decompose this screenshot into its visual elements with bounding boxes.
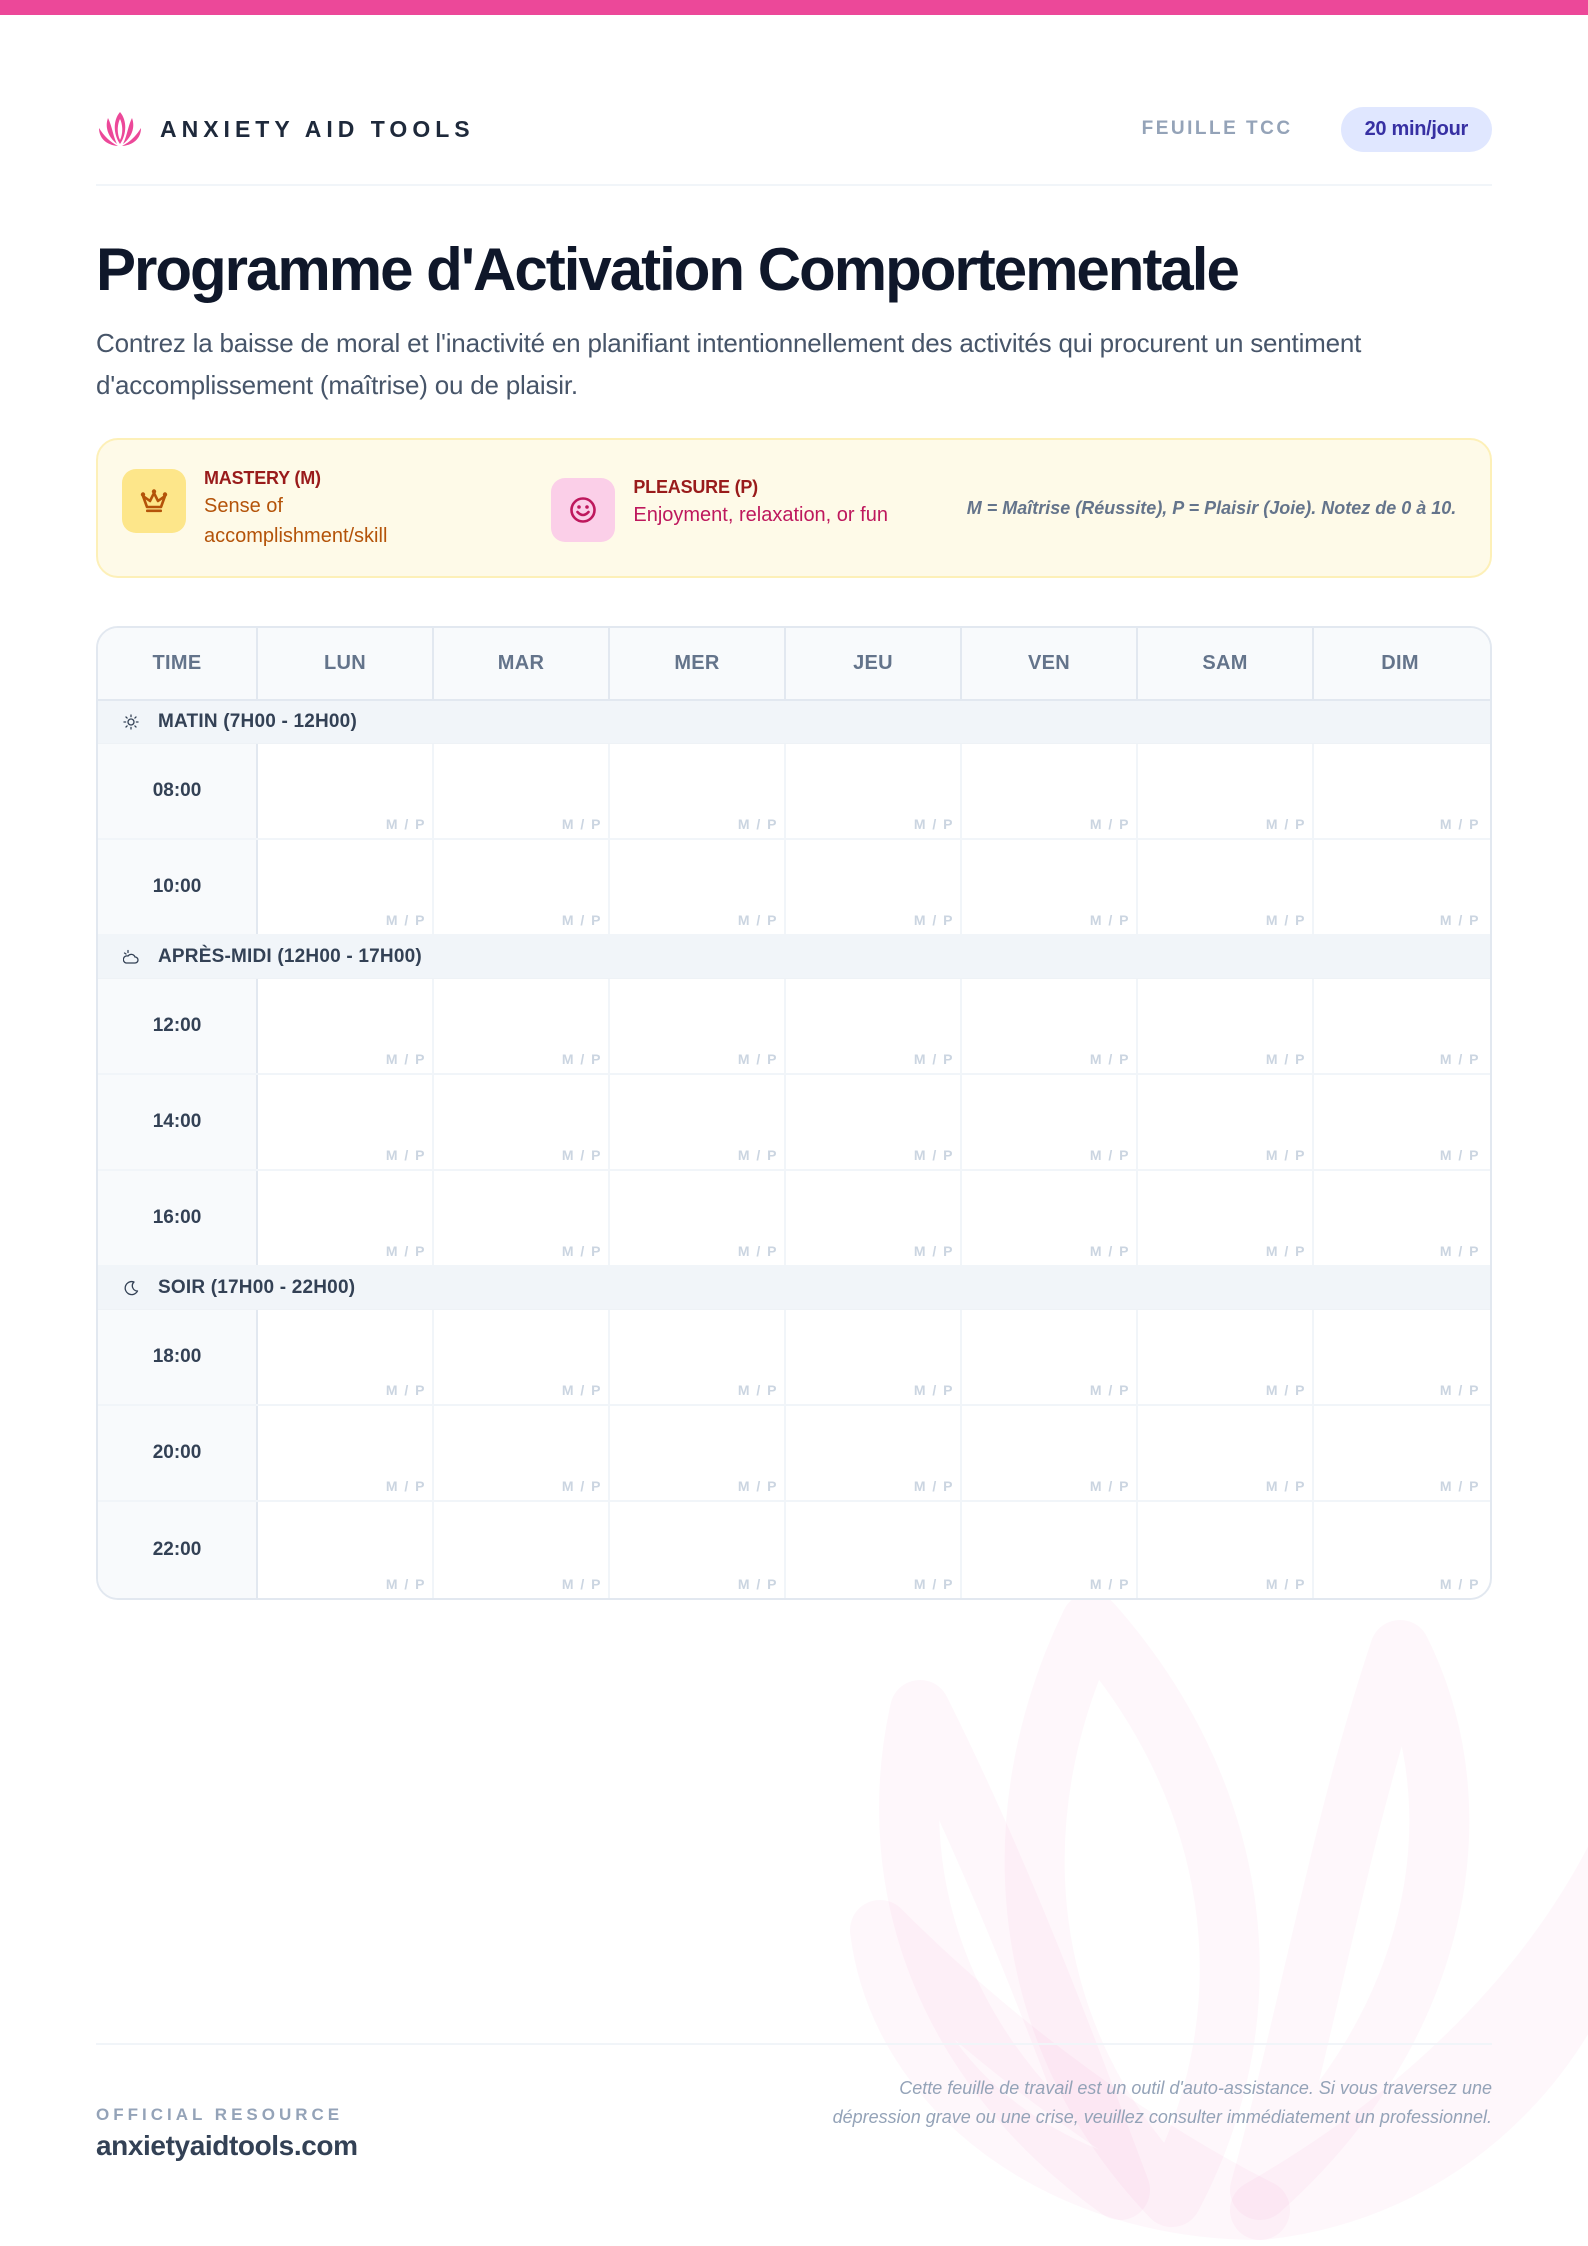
activity-cell-dim[interactable] [1314,1310,1486,1404]
table-row [98,1310,1490,1406]
activity-cell-mer[interactable] [610,1171,786,1265]
activity-cell-lun[interactable] [258,840,434,934]
table-row [98,979,1490,1075]
mastery-description: Sense of accomplishment/skill [204,495,388,547]
worksheet-page [96,0,1492,2246]
activity-cell-mer[interactable] [610,979,786,1073]
time-slot-label: 20:00 [98,1406,258,1500]
mastery-pleasure-hint: M / P [385,1051,426,1067]
cloud-sun-icon [122,948,140,966]
mastery-pleasure-hint: M / P [737,912,778,928]
time-slot-label: 12:00 [98,979,258,1073]
footer-source [96,2104,358,2166]
time-slot-label: 22:00 [98,1502,258,1598]
mastery-pleasure-hint: M / P [1265,1051,1306,1067]
activity-cell-dim[interactable] [1314,1075,1486,1169]
section-header [98,1267,1490,1310]
mastery-pleasure-hint: M / P [737,1147,778,1163]
time-slot-label: 08:00 [98,744,258,838]
activity-cell-mar[interactable] [434,1075,610,1169]
mastery-pleasure-hint: M / P [913,816,954,832]
mastery-pleasure-hint: M / P [913,1147,954,1163]
mastery-pleasure-hint: M / P [561,1243,602,1259]
table-body [98,701,1490,1598]
activity-cell-ven[interactable] [962,1171,1138,1265]
column-header-mar: MAR [434,628,610,699]
mastery-pleasure-hint: M / P [561,1576,602,1592]
activity-cell-mer[interactable] [610,744,786,838]
mastery-pleasure-hint: M / P [913,1478,954,1494]
mastery-pleasure-hint: M / P [1089,1243,1130,1259]
footer-divider [96,2043,1492,2045]
time-slot-label: 18:00 [98,1310,258,1404]
activity-cell-mer[interactable] [610,1075,786,1169]
mastery-pleasure-hint: M / P [737,1051,778,1067]
activity-cell-dim[interactable] [1314,1406,1486,1500]
sheet-type-label: FEUILLE TCC [1141,118,1293,139]
section-label: SOIR (17H00 - 22H00) [158,1277,356,1298]
activity-cell-dim[interactable] [1314,979,1486,1073]
table-row [98,1171,1490,1267]
activity-cell-ven[interactable] [962,840,1138,934]
mastery-pleasure-hint: M / P [561,912,602,928]
mastery-pleasure-hint: M / P [1439,1243,1480,1259]
activity-cell-lun[interactable] [258,1406,434,1500]
lotus-icon [96,110,144,148]
mastery-pleasure-hint: M / P [561,1478,602,1494]
header-divider [96,184,1492,186]
mastery-pleasure-hint: M / P [1439,816,1480,832]
smiley-icon [551,478,615,542]
activity-cell-mer[interactable] [610,840,786,934]
mastery-pleasure-hint: M / P [1439,1051,1480,1067]
activity-cell-jeu[interactable] [786,1406,962,1500]
sun-icon [122,713,140,731]
activity-cell-ven[interactable] [962,1406,1138,1500]
activity-cell-ven[interactable] [962,1502,1138,1598]
table-row [98,840,1490,936]
mastery-pleasure-hint: M / P [385,1243,426,1259]
mastery-pleasure-hint: M / P [1265,1478,1306,1494]
moon-icon [122,1279,140,1297]
column-header-ven: VEN [962,628,1138,699]
activity-cell-jeu[interactable] [786,1171,962,1265]
mastery-pleasure-hint: M / P [385,1576,426,1592]
column-header-sam: SAM [1138,628,1314,699]
mastery-pleasure-hint: M / P [1439,1478,1480,1494]
brand-name: ANXIETY AID TOOLS [160,115,475,142]
mastery-pleasure-hint: M / P [561,816,602,832]
mastery-pleasure-hint: M / P [1439,1147,1480,1163]
activity-cell-dim[interactable] [1314,744,1486,838]
mastery-pleasure-hint: M / P [913,912,954,928]
table-header-row [98,628,1490,701]
mastery-pleasure-hint: M / P [737,1478,778,1494]
activity-cell-dim[interactable] [1314,1171,1486,1265]
mastery-pleasure-hint: M / P [1265,1576,1306,1592]
legend-mastery [122,465,551,551]
activity-cell-jeu[interactable] [786,979,962,1073]
footer-eyebrow: OFFICIAL RESOURCE [96,2105,344,2124]
activity-cell-lun[interactable] [258,1171,434,1265]
duration-badge: 20 min/jour [1341,107,1492,152]
activity-cell-lun[interactable] [258,1502,434,1598]
table-row [98,1502,1490,1598]
section-label: APRÈS-MIDI (12H00 - 17H00) [158,946,422,967]
activity-cell-mar[interactable] [434,1310,610,1404]
mastery-label: MASTERY (M) [204,468,321,488]
activity-cell-sam[interactable] [1138,1406,1314,1500]
column-header-dim: DIM [1381,652,1419,674]
footer-disclaimer: Cette feuille de travail est un outil d'auto-assistance. Si vous traversez une dépression grave ou une crise, veuillez consulter immédiatement un professionnel. [832,2078,1492,2127]
activity-cell-mar[interactable] [434,979,610,1073]
mastery-pleasure-hint: M / P [1089,816,1130,832]
page-header [96,104,1492,154]
activity-cell-sam[interactable] [1138,1075,1314,1169]
activity-cell-ven[interactable] [962,979,1138,1073]
mastery-pleasure-hint: M / P [1089,1051,1130,1067]
legend-pleasure [551,474,964,542]
page-title: Programme d'Activation Comportementale [96,236,1238,303]
mastery-pleasure-hint: M / P [913,1051,954,1067]
mastery-pleasure-hint: M / P [1439,1382,1480,1398]
activity-cell-mar[interactable] [434,744,610,838]
activity-cell-sam[interactable] [1138,979,1314,1073]
mastery-pleasure-hint: M / P [913,1576,954,1592]
column-header-jeu: JEU [786,628,962,699]
activity-cell-jeu[interactable] [786,1502,962,1598]
mastery-pleasure-hint: M / P [737,1243,778,1259]
mastery-pleasure-hint: M / P [913,1382,954,1398]
activity-cell-ven[interactable] [962,1310,1138,1404]
time-slot-label: 14:00 [98,1075,258,1169]
column-header-time: TIME [98,628,258,699]
time-slot-label: 16:00 [98,1171,258,1265]
footer-site-link[interactable]: anxietyaidtools.com [96,2130,358,2161]
activity-cell-ven[interactable] [962,1075,1138,1169]
activity-cell-jeu[interactable] [786,1075,962,1169]
section-header [98,701,1490,744]
pleasure-description: Enjoyment, relaxation, or fun [633,504,888,526]
mastery-pleasure-hint: M / P [913,1243,954,1259]
activity-cell-mar[interactable] [434,1171,610,1265]
legend-box [96,438,1492,578]
activity-cell-lun[interactable] [258,1310,434,1404]
mastery-pleasure-hint: M / P [561,1147,602,1163]
activity-cell-sam[interactable] [1138,1502,1314,1598]
activity-cell-lun[interactable] [258,744,434,838]
mastery-pleasure-hint: M / P [1089,1478,1130,1494]
mastery-pleasure-hint: M / P [1439,912,1480,928]
activity-cell-mer[interactable] [610,1406,786,1500]
column-header-mer: MER [610,628,786,699]
mastery-pleasure-hint: M / P [1265,816,1306,832]
rating-note: M = Maîtrise (Réussite), P = Plaisir (Joie). Notez de 0 à 10. [966,498,1457,518]
activity-cell-dim[interactable] [1314,840,1486,934]
brand [96,110,475,148]
mastery-pleasure-hint: M / P [1265,1243,1306,1259]
activity-cell-lun[interactable] [258,1075,434,1169]
mastery-pleasure-hint: M / P [561,1051,602,1067]
activity-cell-jeu[interactable] [786,1310,962,1404]
mastery-pleasure-hint: M / P [1265,1382,1306,1398]
activity-schedule-table [96,626,1492,1600]
table-row [98,744,1490,840]
activity-cell-ven[interactable] [962,744,1138,838]
activity-cell-mar[interactable] [434,1406,610,1500]
section-label: MATIN (7H00 - 12H00) [158,711,357,732]
mastery-pleasure-hint: M / P [1089,1576,1130,1592]
mastery-pleasure-hint: M / P [1265,1147,1306,1163]
mastery-pleasure-hint: M / P [737,1576,778,1592]
mastery-pleasure-hint: M / P [1265,912,1306,928]
activity-cell-mer[interactable] [610,1310,786,1404]
mastery-pleasure-hint: M / P [385,912,426,928]
crown-icon [122,469,186,533]
activity-cell-sam[interactable] [1138,1310,1314,1404]
activity-cell-mer[interactable] [610,1502,786,1598]
table-row [98,1075,1490,1171]
activity-cell-sam[interactable] [1138,840,1314,934]
time-slot-label: 10:00 [98,840,258,934]
activity-cell-dim[interactable] [1314,1502,1486,1598]
column-header-lun: LUN [258,628,434,699]
header-meta [1142,107,1492,152]
page-subtitle: Contrez la baisse de moral et l'inactivité en planifiant intentionnellement des activités qui procurent un sentiment d'accomplissement (maîtrise) ou de plaisir. [96,328,1362,400]
activity-cell-lun[interactable] [258,979,434,1073]
activity-cell-mar[interactable] [434,840,610,934]
pleasure-label: PLEASURE (P) [633,477,758,497]
table-row [98,1406,1490,1502]
section-header [98,936,1490,979]
activity-cell-jeu[interactable] [786,744,962,838]
activity-cell-sam[interactable] [1138,744,1314,838]
mastery-pleasure-hint: M / P [1439,1576,1480,1592]
mastery-pleasure-hint: M / P [1089,912,1130,928]
mastery-pleasure-hint: M / P [737,816,778,832]
mastery-pleasure-hint: M / P [561,1382,602,1398]
mastery-pleasure-hint: M / P [385,1478,426,1494]
mastery-pleasure-hint: M / P [1089,1382,1130,1398]
mastery-pleasure-hint: M / P [737,1382,778,1398]
activity-cell-jeu[interactable] [786,840,962,934]
mastery-pleasure-hint: M / P [385,816,426,832]
activity-cell-sam[interactable] [1138,1171,1314,1265]
mastery-pleasure-hint: M / P [385,1382,426,1398]
mastery-pleasure-hint: M / P [385,1147,426,1163]
activity-cell-mar[interactable] [434,1502,610,1598]
mastery-pleasure-hint: M / P [1089,1147,1130,1163]
